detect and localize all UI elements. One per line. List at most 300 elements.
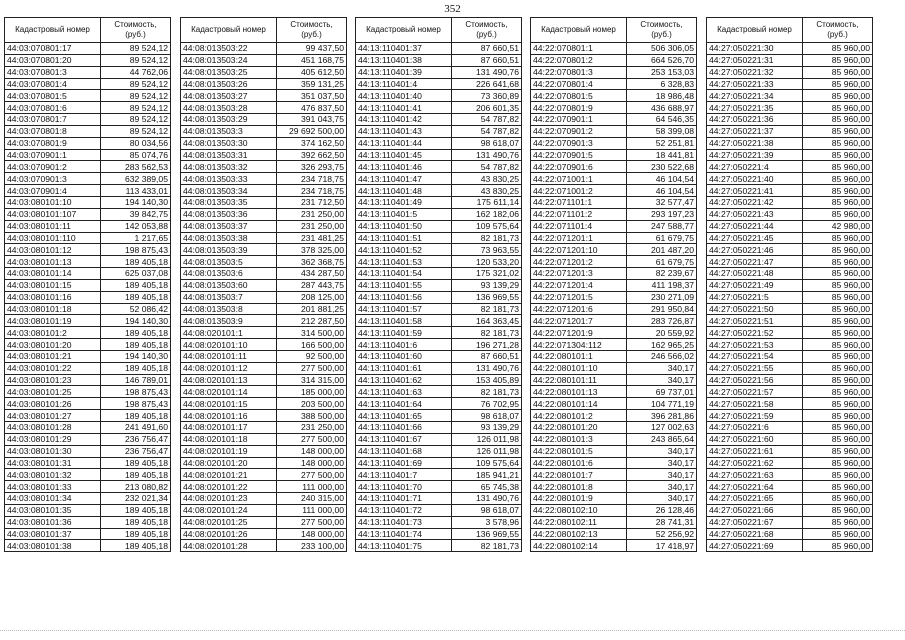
- cadastral-number-cell: 44:13:110401:64: [356, 398, 452, 410]
- table-row: [5, 291, 171, 303]
- cadastral-number-cell: 44:08:013503:38: [181, 232, 277, 244]
- table-row: [5, 256, 171, 268]
- table-row: [5, 220, 171, 232]
- cadastral-number-cell: 44:08:020101:24: [181, 504, 277, 516]
- table-row: [356, 173, 522, 185]
- cadastral-number-cell: 44:03:070901:1: [5, 149, 101, 161]
- cadastral-number-cell: 44:08:020101:18: [181, 433, 277, 445]
- cadastral-number-cell: 44:13:110401:53: [356, 256, 452, 268]
- header-cadastral-number: Кадастровый номер: [356, 18, 452, 43]
- cost-cell: 189 405,18: [101, 256, 171, 268]
- table-row: [181, 279, 347, 291]
- table-row: [181, 208, 347, 220]
- table-row: [356, 445, 522, 457]
- table-row: [181, 232, 347, 244]
- table-row: [356, 362, 522, 374]
- cadastral-number-cell: 44:03:080101:12: [5, 244, 101, 256]
- table-row: [5, 90, 171, 102]
- cadastral-number-cell: 44:03:080101:35: [5, 504, 101, 516]
- table-row: [531, 268, 697, 280]
- cost-cell: 85 960,00: [803, 102, 873, 114]
- cost-cell: 126 011,98: [452, 445, 522, 457]
- table-row: [5, 433, 171, 445]
- table-row: [707, 54, 873, 66]
- cost-cell: 127 002,63: [627, 422, 697, 434]
- cadastral-number-cell: 44:27:050221:31: [707, 54, 803, 66]
- table-row: [181, 102, 347, 114]
- cost-cell: 85 960,00: [803, 268, 873, 280]
- cadastral-number-cell: 44:22:080101:11: [531, 374, 627, 386]
- cadastral-number-cell: 44:27:050221:69: [707, 540, 803, 552]
- table-row: [356, 540, 522, 552]
- cadastral-number-cell: 44:03:070801:6: [5, 102, 101, 114]
- cadastral-number-cell: 44:08:013503:33: [181, 173, 277, 185]
- cadastral-number-cell: 44:03:080101:38: [5, 540, 101, 552]
- cost-cell: 162 965,25: [627, 339, 697, 351]
- cost-cell: 189 405,18: [101, 410, 171, 422]
- table-row: [531, 493, 697, 505]
- cost-cell: 162 182,06: [452, 208, 522, 220]
- cost-cell: 287 443,75: [277, 279, 347, 291]
- cadastral-number-cell: 44:27:050221:44: [707, 220, 803, 232]
- cadastral-number-cell: 44:03:080101:13: [5, 256, 101, 268]
- cadastral-number-cell: 44:08:013503:32: [181, 161, 277, 173]
- table-row: [5, 43, 171, 55]
- table-row: [707, 232, 873, 244]
- cadastral-number-cell: 44:27:050221:66: [707, 504, 803, 516]
- cadastral-number-cell: 44:03:080101:23: [5, 374, 101, 386]
- table-row: [5, 208, 171, 220]
- table-row: [181, 66, 347, 78]
- cadastral-number-cell: 44:13:110401:39: [356, 66, 452, 78]
- cadastral-number-cell: 44:13:110401:69: [356, 457, 452, 469]
- table-row: [531, 161, 697, 173]
- cadastral-number-cell: 44:08:013503:3: [181, 125, 277, 137]
- table-row: [707, 516, 873, 528]
- table-row: [5, 303, 171, 315]
- table-row: [5, 102, 171, 114]
- cost-cell: 340,17: [627, 469, 697, 481]
- cadastral-number-cell: 44:03:080101:10: [5, 196, 101, 208]
- cadastral-number-cell: 44:27:050221:61: [707, 445, 803, 457]
- cadastral-number-cell: 44:13:110401:72: [356, 504, 452, 516]
- cost-cell: 131 490,76: [452, 362, 522, 374]
- table-row: [181, 54, 347, 66]
- cadastral-number-cell: 44:27:050221:62: [707, 457, 803, 469]
- header-cadastral-number: Кадастровый номер: [5, 18, 101, 43]
- cadastral-number-cell: 44:27:050221:51: [707, 315, 803, 327]
- cost-cell: 85 960,00: [803, 303, 873, 315]
- cost-cell: 131 490,76: [452, 149, 522, 161]
- cadastral-number-cell: 44:27:050221:42: [707, 196, 803, 208]
- cadastral-number-cell: 44:27:050221:68: [707, 528, 803, 540]
- cost-cell: 87 660,51: [452, 54, 522, 66]
- cadastral-number-cell: 44:13:110401:37: [356, 43, 452, 55]
- cost-cell: 85 960,00: [803, 327, 873, 339]
- cadastral-number-cell: 44:27:050221:37: [707, 125, 803, 137]
- table-row: [356, 291, 522, 303]
- cost-cell: 18 986,48: [627, 90, 697, 102]
- table-row: [356, 256, 522, 268]
- cost-cell: 314 315,00: [277, 374, 347, 386]
- cost-cell: 17 418,97: [627, 540, 697, 552]
- table-row: [707, 208, 873, 220]
- table-row: [5, 125, 171, 137]
- cost-cell: 43 830,25: [452, 185, 522, 197]
- cadastral-number-cell: 44:27:050221:45: [707, 232, 803, 244]
- cadastral-number-cell: 44:22:080101:5: [531, 445, 627, 457]
- cost-cell: 189 405,18: [101, 327, 171, 339]
- cadastral-number-cell: 44:13:110401:59: [356, 327, 452, 339]
- table-row: [181, 481, 347, 493]
- cost-cell: 43 830,25: [452, 173, 522, 185]
- cadastral-number-cell: 44:13:110401:75: [356, 540, 452, 552]
- table-row: [531, 196, 697, 208]
- table-row: [531, 410, 697, 422]
- table-row: [356, 208, 522, 220]
- cost-cell: 85 074,76: [101, 149, 171, 161]
- cost-cell: 109 575,64: [452, 457, 522, 469]
- cost-cell: 85 960,00: [803, 433, 873, 445]
- cadastral-number-cell: 44:08:013503:24: [181, 54, 277, 66]
- header-cadastral-number: Кадастровый номер: [181, 18, 277, 43]
- table-row: [181, 469, 347, 481]
- table-row: [356, 516, 522, 528]
- cadastral-number-cell: 44:27:050221:58: [707, 398, 803, 410]
- table-row: [5, 149, 171, 161]
- table-row: [707, 90, 873, 102]
- cadastral-number-cell: 44:13:110401:67: [356, 433, 452, 445]
- table-row: [181, 433, 347, 445]
- table-row: [5, 457, 171, 469]
- table-row: [531, 244, 697, 256]
- cost-cell: 201 487,20: [627, 244, 697, 256]
- cost-cell: 82 181,73: [452, 327, 522, 339]
- cadastral-number-cell: 44:13:110401:58: [356, 315, 452, 327]
- cost-cell: 85 960,00: [803, 256, 873, 268]
- table-row: [181, 161, 347, 173]
- cadastral-number-cell: 44:27:050221:43: [707, 208, 803, 220]
- cadastral-number-cell: 44:03:070801:8: [5, 125, 101, 137]
- table-row: [531, 256, 697, 268]
- table-row: [531, 445, 697, 457]
- cost-cell: 148 000,00: [277, 528, 347, 540]
- cadastral-number-cell: 44:03:080101:18: [5, 303, 101, 315]
- cost-cell: 277 500,00: [277, 516, 347, 528]
- cost-cell: 85 960,00: [803, 362, 873, 374]
- table-row: [356, 90, 522, 102]
- cadastral-number-cell: 44:27:050221:5: [707, 291, 803, 303]
- table-row: [5, 493, 171, 505]
- table-row: [707, 327, 873, 339]
- cadastral-table-4: [530, 17, 697, 552]
- cost-cell: 411 198,37: [627, 279, 697, 291]
- cost-cell: 233 100,00: [277, 540, 347, 552]
- cost-cell: 93 139,29: [452, 279, 522, 291]
- cost-cell: 85 960,00: [803, 350, 873, 362]
- cost-cell: 89 524,12: [101, 114, 171, 126]
- cadastral-number-cell: 44:03:080101:22: [5, 362, 101, 374]
- cost-cell: 194 140,30: [101, 196, 171, 208]
- cost-cell: 142 053,88: [101, 220, 171, 232]
- cost-cell: 42 980,00: [803, 220, 873, 232]
- cadastral-number-cell: 44:22:080101:3: [531, 433, 627, 445]
- table-row: [356, 78, 522, 90]
- table-row: [181, 540, 347, 552]
- cost-cell: 111 000,00: [277, 504, 347, 516]
- table-row: [707, 445, 873, 457]
- cadastral-number-cell: 44:22:070801:4: [531, 78, 627, 90]
- cost-cell: 189 405,18: [101, 540, 171, 552]
- cost-cell: 20 559,92: [627, 327, 697, 339]
- cost-cell: 61 679,75: [627, 256, 697, 268]
- table-row: [531, 469, 697, 481]
- cadastral-number-cell: 44:27:050221:54: [707, 350, 803, 362]
- table-row: [531, 422, 697, 434]
- cadastral-number-cell: 44:27:050221:36: [707, 114, 803, 126]
- cadastral-number-cell: 44:22:071001:1: [531, 173, 627, 185]
- table-row: [181, 244, 347, 256]
- table-row: [181, 149, 347, 161]
- table-row: [5, 327, 171, 339]
- cadastral-number-cell: 44:03:070901:2: [5, 161, 101, 173]
- cadastral-number-cell: 44:08:013503:37: [181, 220, 277, 232]
- table-row: [5, 540, 171, 552]
- cost-cell: 85 960,00: [803, 149, 873, 161]
- table-row: [707, 196, 873, 208]
- cost-cell: 234 718,75: [277, 185, 347, 197]
- cost-cell: 89 524,12: [101, 102, 171, 114]
- cost-cell: 189 405,18: [101, 504, 171, 516]
- cost-cell: 436 688,97: [627, 102, 697, 114]
- cost-cell: 28 741,31: [627, 516, 697, 528]
- table-row: [707, 303, 873, 315]
- cost-cell: 85 960,00: [803, 114, 873, 126]
- cadastral-number-cell: 44:27:050221:65: [707, 493, 803, 505]
- cadastral-number-cell: 44:22:071201:1: [531, 232, 627, 244]
- cost-cell: 340,17: [627, 374, 697, 386]
- cadastral-number-cell: 44:08:013503:9: [181, 315, 277, 327]
- page-number: 352: [444, 3, 461, 15]
- table-row: [707, 422, 873, 434]
- cost-cell: 85 960,00: [803, 339, 873, 351]
- table-row: [181, 185, 347, 197]
- table-row: [356, 66, 522, 78]
- table-row: [181, 303, 347, 315]
- cadastral-number-cell: 44:22:071201:5: [531, 291, 627, 303]
- cadastral-number-cell: 44:22:071201:3: [531, 268, 627, 280]
- table-row: [531, 339, 697, 351]
- table-row: [356, 398, 522, 410]
- cost-cell: 326 293,75: [277, 161, 347, 173]
- cadastral-number-cell: 44:13:110401:4: [356, 78, 452, 90]
- cost-cell: 85 960,00: [803, 315, 873, 327]
- cost-cell: 46 104,54: [627, 185, 697, 197]
- cost-cell: 359 131,25: [277, 78, 347, 90]
- cadastral-number-cell: 44:08:020101:23: [181, 493, 277, 505]
- cadastral-number-cell: 44:22:071101:2: [531, 208, 627, 220]
- cost-cell: 85 960,00: [803, 445, 873, 457]
- cost-cell: 203 500,00: [277, 398, 347, 410]
- cost-cell: 136 969,55: [452, 291, 522, 303]
- table-row: [707, 528, 873, 540]
- cost-cell: 85 960,00: [803, 291, 873, 303]
- cost-cell: 231 481,25: [277, 232, 347, 244]
- cost-cell: 99 437,50: [277, 43, 347, 55]
- cost-cell: 85 960,00: [803, 528, 873, 540]
- cost-cell: 85 960,00: [803, 125, 873, 137]
- cost-cell: 277 500,00: [277, 433, 347, 445]
- cadastral-number-cell: 44:03:080101:36: [5, 516, 101, 528]
- cost-cell: 185 941,21: [452, 469, 522, 481]
- table-row: [531, 362, 697, 374]
- cost-cell: 388 500,00: [277, 410, 347, 422]
- cadastral-number-cell: 44:22:071001:2: [531, 185, 627, 197]
- cadastral-number-cell: 44:27:050221:30: [707, 43, 803, 55]
- cost-cell: 213 080,82: [101, 481, 171, 493]
- table-row: [707, 102, 873, 114]
- cadastral-number-cell: 44:27:050221:4: [707, 161, 803, 173]
- cost-cell: 136 969,55: [452, 528, 522, 540]
- cost-cell: 46 104,54: [627, 173, 697, 185]
- table-row: [707, 481, 873, 493]
- table-row: [531, 374, 697, 386]
- cadastral-number-cell: 44:27:050221:38: [707, 137, 803, 149]
- cadastral-table-1: [4, 17, 171, 552]
- cost-cell: 351 037,50: [277, 90, 347, 102]
- cadastral-number-cell: 44:27:050221:49: [707, 279, 803, 291]
- cost-cell: 73 360,89: [452, 90, 522, 102]
- cadastral-number-cell: 44:13:110401:65: [356, 410, 452, 422]
- table-row: [5, 339, 171, 351]
- cadastral-number-cell: 44:13:110401:74: [356, 528, 452, 540]
- table-row: [531, 540, 697, 552]
- table-row: [356, 125, 522, 137]
- cadastral-number-cell: 44:13:110401:46: [356, 161, 452, 173]
- cadastral-number-cell: 44:08:013503:22: [181, 43, 277, 55]
- table-row: [181, 422, 347, 434]
- cadastral-number-cell: 44:03:070801:7: [5, 114, 101, 126]
- cost-cell: 189 405,18: [101, 339, 171, 351]
- table-row: [356, 469, 522, 481]
- cost-cell: 82 181,73: [452, 540, 522, 552]
- cost-cell: 632 389,05: [101, 173, 171, 185]
- cost-cell: 277 500,00: [277, 469, 347, 481]
- table-row: [356, 374, 522, 386]
- cost-cell: 54 787,82: [452, 161, 522, 173]
- table-row: [531, 315, 697, 327]
- table-row: [5, 268, 171, 280]
- cost-cell: 194 140,30: [101, 350, 171, 362]
- cost-cell: 6 328,83: [627, 78, 697, 90]
- cost-cell: 82 181,73: [452, 232, 522, 244]
- cadastral-number-cell: 44:13:110401:71: [356, 493, 452, 505]
- header-cost: Стоимость, (руб.): [277, 18, 347, 43]
- cost-cell: 241 491,60: [101, 422, 171, 434]
- table-row: [356, 232, 522, 244]
- cadastral-number-cell: 44:13:110401:73: [356, 516, 452, 528]
- cadastral-number-cell: 44:03:080101:15: [5, 279, 101, 291]
- cadastral-number-cell: 44:22:070801:2: [531, 54, 627, 66]
- cadastral-number-cell: 44:22:070801:1: [531, 43, 627, 55]
- cost-cell: 247 588,77: [627, 220, 697, 232]
- cadastral-number-cell: 44:03:080101:20: [5, 339, 101, 351]
- cadastral-number-cell: 44:03:080101:37: [5, 528, 101, 540]
- cost-cell: 54 787,82: [452, 125, 522, 137]
- cadastral-number-cell: 44:22:080101:7: [531, 469, 627, 481]
- cadastral-number-cell: 44:13:110401:44: [356, 137, 452, 149]
- cadastral-number-cell: 44:03:080101:25: [5, 386, 101, 398]
- table-row: [531, 516, 697, 528]
- cadastral-number-cell: 44:13:110401:63: [356, 386, 452, 398]
- cadastral-number-cell: 44:13:110401:60: [356, 350, 452, 362]
- cost-cell: 189 405,18: [101, 516, 171, 528]
- table-row: [5, 362, 171, 374]
- cost-cell: 89 524,12: [101, 43, 171, 55]
- cadastral-number-cell: 44:03:070901:3: [5, 173, 101, 185]
- cadastral-number-cell: 44:27:050221:39: [707, 149, 803, 161]
- cost-cell: 52 251,81: [627, 137, 697, 149]
- cost-cell: 85 960,00: [803, 481, 873, 493]
- cadastral-number-cell: 44:08:013503:31: [181, 149, 277, 161]
- cadastral-number-cell: 44:08:013503:29: [181, 114, 277, 126]
- cost-cell: 85 960,00: [803, 173, 873, 185]
- cost-cell: 231 250,00: [277, 220, 347, 232]
- cadastral-number-cell: 44:22:071201:10: [531, 244, 627, 256]
- table-row: [707, 149, 873, 161]
- header-cost: Стоимость, (руб.): [452, 18, 522, 43]
- cadastral-number-cell: 44:08:013503:8: [181, 303, 277, 315]
- cadastral-number-cell: 44:22:080101:1: [531, 350, 627, 362]
- table-row: [707, 493, 873, 505]
- cadastral-number-cell: 44:22:080101:2: [531, 410, 627, 422]
- table-row: [181, 386, 347, 398]
- table-row: [181, 43, 347, 55]
- cadastral-number-cell: 44:27:050221:53: [707, 339, 803, 351]
- table-row: [181, 173, 347, 185]
- table-row: [531, 350, 697, 362]
- cost-cell: 73 963,55: [452, 244, 522, 256]
- cost-cell: 69 737,01: [627, 386, 697, 398]
- cadastral-number-cell: 44:27:050221:34: [707, 90, 803, 102]
- cadastral-number-cell: 44:22:080101:20: [531, 422, 627, 434]
- cost-cell: 131 490,76: [452, 66, 522, 78]
- cadastral-number-cell: 44:08:013503:7: [181, 291, 277, 303]
- cadastral-number-cell: 44:13:110401:68: [356, 445, 452, 457]
- cadastral-number-cell: 44:13:110401:52: [356, 244, 452, 256]
- table-row: [5, 279, 171, 291]
- table-row: [707, 244, 873, 256]
- cadastral-number-cell: 44:03:070801:20: [5, 54, 101, 66]
- cadastral-number-cell: 44:03:080101:34: [5, 493, 101, 505]
- cost-cell: 625 037,08: [101, 268, 171, 280]
- cost-cell: 44 762,06: [101, 66, 171, 78]
- cadastral-number-cell: 44:08:013503:30: [181, 137, 277, 149]
- table-row: [531, 398, 697, 410]
- table-row: [707, 220, 873, 232]
- table-row: [707, 315, 873, 327]
- cost-cell: 1 217,65: [101, 232, 171, 244]
- cadastral-number-cell: 44:08:013503:26: [181, 78, 277, 90]
- cost-cell: 98 618,07: [452, 504, 522, 516]
- cost-cell: 230 271,09: [627, 291, 697, 303]
- table-row: [356, 220, 522, 232]
- cost-cell: 189 405,18: [101, 457, 171, 469]
- table-row: [707, 504, 873, 516]
- table-row: [356, 315, 522, 327]
- cost-cell: 434 287,50: [277, 268, 347, 280]
- cost-cell: 175 611,14: [452, 196, 522, 208]
